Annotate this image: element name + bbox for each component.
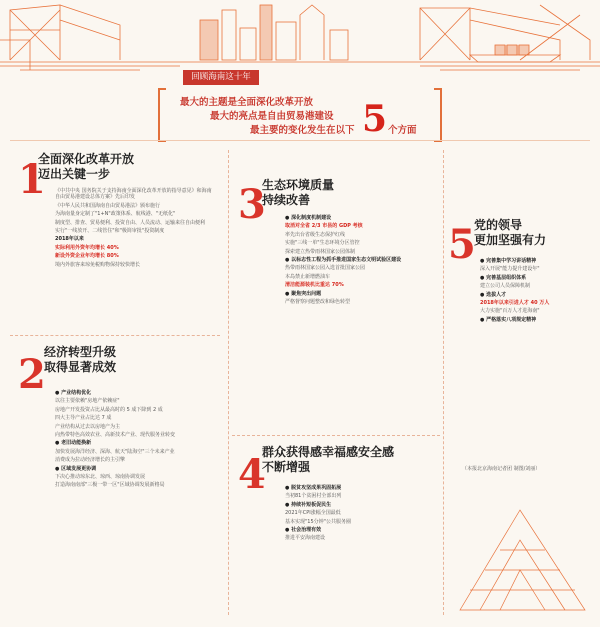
section-1-para: 为海南量身定制了"1+N"政策体系、航线港、"无纸化" <box>55 211 176 218</box>
section-4-title <box>262 445 394 475</box>
headline-line-1: 最大的主题是全面深化改革开放 <box>180 97 314 108</box>
credit-line: （本报北京海南记者团 制图/刘丽） <box>462 466 541 472</box>
section-4-subhead: ● 脱贫攻坚成果巩固拓展 <box>285 485 342 491</box>
section-2-title <box>44 345 116 375</box>
section-5-para: 深入开展"能力提升建设年" <box>480 266 540 273</box>
section-5-title <box>474 218 546 248</box>
header-banner: 回顾海南这十年 <box>183 70 259 85</box>
headline-line-3: 最主要的变化发生在以下 <box>250 125 355 136</box>
section-1-title-line-2: 迈出关键一步 <box>38 167 111 181</box>
section-2-subhead: ● 区域发展更协调 <box>55 465 97 472</box>
section-1-stat: 实际利用外资年均增长 40% <box>55 244 119 251</box>
section-1-title <box>38 152 134 182</box>
headline-left-bracket <box>158 88 166 142</box>
section-2-body <box>55 390 215 491</box>
section-separator <box>232 435 440 436</box>
section-5-subhead: ● 完善集中学习讲话精神 <box>480 258 537 264</box>
column-separator <box>443 150 444 615</box>
section-1-stat: 新设外资企业年均增长 80% <box>55 253 119 260</box>
section-2-subhead: ● 老旧动能换新 <box>55 440 92 447</box>
section-3-subhead: ● 以标志性工程为抓手推进国家生态文明试验区建设 <box>285 257 402 264</box>
section-1-para: 境内外旅客来琼免税购物保持较快增长 <box>55 261 141 268</box>
header-divider <box>10 140 590 141</box>
column-separator <box>228 150 229 615</box>
section-5-para: 大力实施"百万人才进海南" <box>480 308 540 315</box>
section-2-para: 打造海南南部"三极一带一区"区域协调发展新格局 <box>55 482 165 489</box>
section-2-para: 消费成为拉动经济增长的主引擎 <box>55 457 126 464</box>
headline-line-3-end: 个方面 <box>388 125 417 136</box>
section-3-para: 探索建立热带雨林国家公园体制 <box>285 248 356 255</box>
headline-right-bracket <box>434 88 442 142</box>
section-4-para: 推进平安海南建设 <box>285 535 326 542</box>
section-3-para: 严格督察问题整改和绿色转型 <box>285 299 351 306</box>
section-1-para: 《中共中央 国务院关于支持海南全面深化改革开放的指导意见》和海南自由贸易港建设总体方案》先后印发 <box>55 188 212 201</box>
headline-line-2: 最大的亮点是自由贸易港建设 <box>210 111 334 122</box>
section-2-para: 以往主要依赖"房地产依赖症" <box>55 398 120 405</box>
section-4-para: 2021年CPI涨幅全国最低 <box>285 510 341 517</box>
section-2-number: 2 <box>18 351 46 398</box>
section-1-para: 实行"一线放开、二线管住"和"极简审批"投资制度 <box>55 228 165 235</box>
section-2-para: 产业结构从过去以房地产为主 <box>55 423 121 430</box>
section-5-stat: 2018年以来引进人才 40 万人 <box>480 300 550 307</box>
section-3-para: 热带雨林国家公园入选首批国家公园 <box>285 265 366 272</box>
section-5-title-line-2: 更加坚强有力 <box>474 233 547 247</box>
section-2-para: 房地产开发投资占比从最高时的 5 成下降到 2 成 <box>55 406 163 413</box>
section-4-body <box>285 485 435 544</box>
section-3-title-line-2: 持续改善 <box>262 193 311 207</box>
section-1-title-line-1: 全面深化改革开放 <box>38 152 135 166</box>
section-4-para: 当初81个贫困村全部出列 <box>285 493 342 500</box>
section-2-para: 下决心推动琼东北、琼西、琼南协调发展 <box>55 474 146 481</box>
section-4-number: 4 <box>238 451 266 498</box>
section-3-subhead: ● 聚焦突出问题 <box>285 290 322 297</box>
section-1-subhead: 2018年以来 <box>55 236 84 243</box>
rooftop-illustration <box>450 490 595 620</box>
section-2-title-line-1: 经济转型升级 <box>44 345 117 359</box>
section-5-subhead: ● 选拔人才 <box>480 291 507 298</box>
section-3-para: 率先出台省级生态保护红线 <box>285 231 346 238</box>
section-3-number: 3 <box>238 181 266 228</box>
section-2-title-line-2: 取得显著成效 <box>44 360 117 374</box>
section-3-title-line-1: 生态环境质量 <box>262 178 335 192</box>
section-2-para: 加快发展海洋经济、深海、航天"陆海空"三个未来产业 <box>55 448 175 455</box>
headline-number-five: 5 <box>362 98 388 140</box>
section-2-subhead: ● 产业结构优化 <box>55 390 92 396</box>
section-4-para: 基本实现"15分钟"公共服务圈 <box>285 518 351 525</box>
section-1-para: 制度型、排查、贸易便利、投资自由、人员流动、运输来往自由便利 <box>55 219 206 226</box>
section-3-stat: 清洁能源装机比重达 70% <box>285 282 344 289</box>
section-5-body <box>480 258 592 325</box>
section-2-para: 向热带特色高效农业、高新技术产业、现代服务业转变 <box>55 432 176 439</box>
section-5-para: 建立公司人员保障机制 <box>480 283 531 290</box>
section-5-title-line-1: 党的领导 <box>474 218 523 232</box>
section-3-title <box>262 178 334 208</box>
section-4-title-line-1: 群众获得感幸福感安全感 <box>262 445 395 459</box>
section-5-subhead: ● 完善基层组织体系 <box>480 274 527 281</box>
section-1-body <box>55 188 215 270</box>
section-5-subhead: ● 严格落实八项规定精神 <box>480 316 537 323</box>
section-2-para: 四大主导产业占比达 7 成 <box>55 415 112 422</box>
section-1-para: 《中华人民共和国海南自由贸易港法》颁布施行 <box>55 202 161 209</box>
section-4-subhead: ● 持续补短板促民生 <box>285 501 332 508</box>
section-1-number: 1 <box>18 156 46 203</box>
section-3-body <box>285 215 435 307</box>
section-4-title-line-2: 不断增强 <box>262 460 311 474</box>
section-5-number: 5 <box>448 221 476 268</box>
section-3-stat: 取消对全省 2/3 市县的 GDP 考核 <box>285 223 363 230</box>
section-3-para: 实施"三线一单"生态环境分区管控 <box>285 240 360 247</box>
section-separator <box>10 335 220 336</box>
section-3-para: 本岛禁止新增燃油车 <box>285 273 331 280</box>
section-3-subhead: ● 深化制度机制建设 <box>285 215 332 221</box>
section-4-subhead: ● 社会治理有效 <box>285 527 322 534</box>
